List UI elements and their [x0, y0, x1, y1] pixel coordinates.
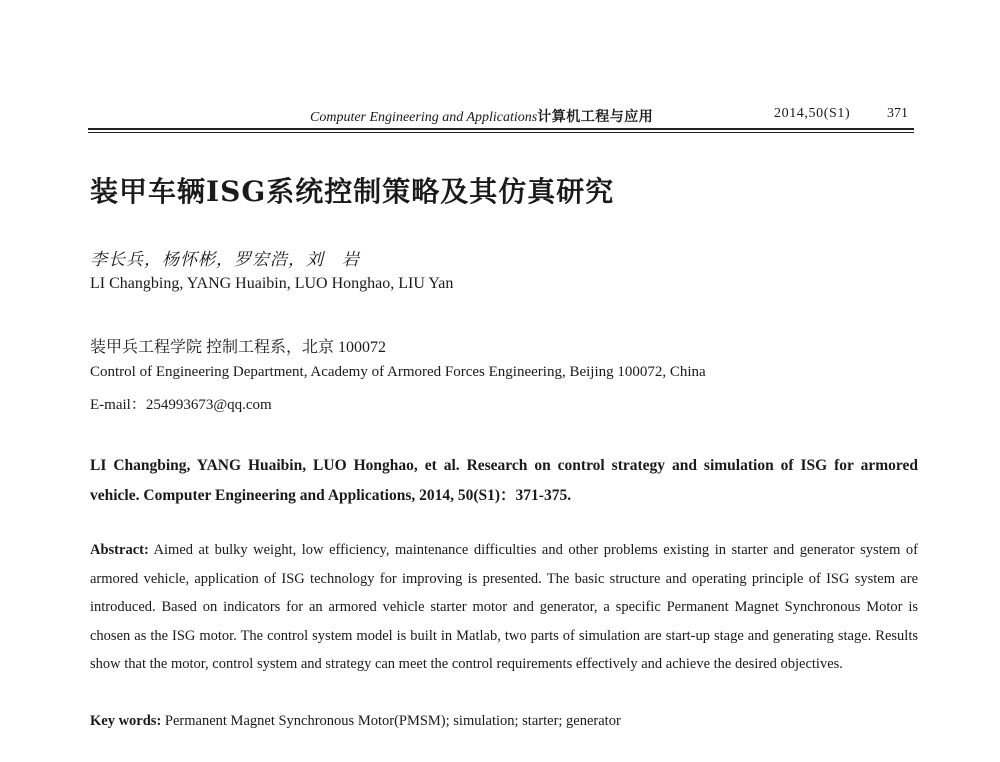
keywords-text: Permanent Magnet Synchronous Motor(PMSM); simulation; starter; generator [164, 713, 621, 729]
abstract-text: Aimed at bulky weight, low efficiency, maintenance difficulties and other problems existing in starter and generator system of armored vehicle, application of ISG technology for improving is presented. The basic structure and operating principle of ISG system are introduced. Based on indicators for an armored vehicle starter motor and generator, a specific Permanent Magnet Synchronous Motor is chosen as the ISG motor. The control system model is built in Matlab, two parts of simulation are start-up stage and generating stage. Results show that the motor, control system and strategy can meet the control requirements effectively and achieve the desired objectives. [90, 542, 918, 672]
affiliation-en: Control of Engineering Department, Academy of Armored Forces Engineering, Beijing 100072, China [90, 364, 706, 380]
header-rule-thick [88, 128, 914, 130]
header-rule-thin [88, 132, 914, 133]
keywords [90, 713, 621, 730]
email: E-mail：254993673@qq.com [90, 397, 272, 413]
affiliation-cn: 装甲兵工程学院 控制工程系，北京 100072 [90, 339, 387, 356]
running-header [88, 106, 914, 128]
keywords-label: Key words: [90, 713, 162, 729]
authors-cn: 李长兵，杨怀彬，罗宏浩，刘 岩 [90, 250, 360, 269]
journal-name-cn: 计算机工程与应用 [537, 110, 654, 125]
journal-name [310, 106, 653, 126]
page-number: 371 [887, 106, 908, 121]
issue-info: 2014,50(S1) [774, 106, 851, 121]
abstract [90, 536, 918, 679]
paper-title: 装甲车辆ISG系统控制策略及其仿真研究 [90, 175, 615, 208]
journal-name-en: Computer Engineering and Applications [310, 110, 538, 125]
authors-en: LI Changbing, YANG Huaibin, LUO Honghao, LIU Yan [90, 275, 454, 292]
citation: LI Changbing, YANG Huaibin, LUO Honghao, et al. Research on control strategy and simulation of ISG for armored vehicle. Computer Engineering and Applications, 2014, 50(S1)：371-375. [90, 457, 918, 504]
abstract-label: Abstract: [90, 542, 149, 558]
